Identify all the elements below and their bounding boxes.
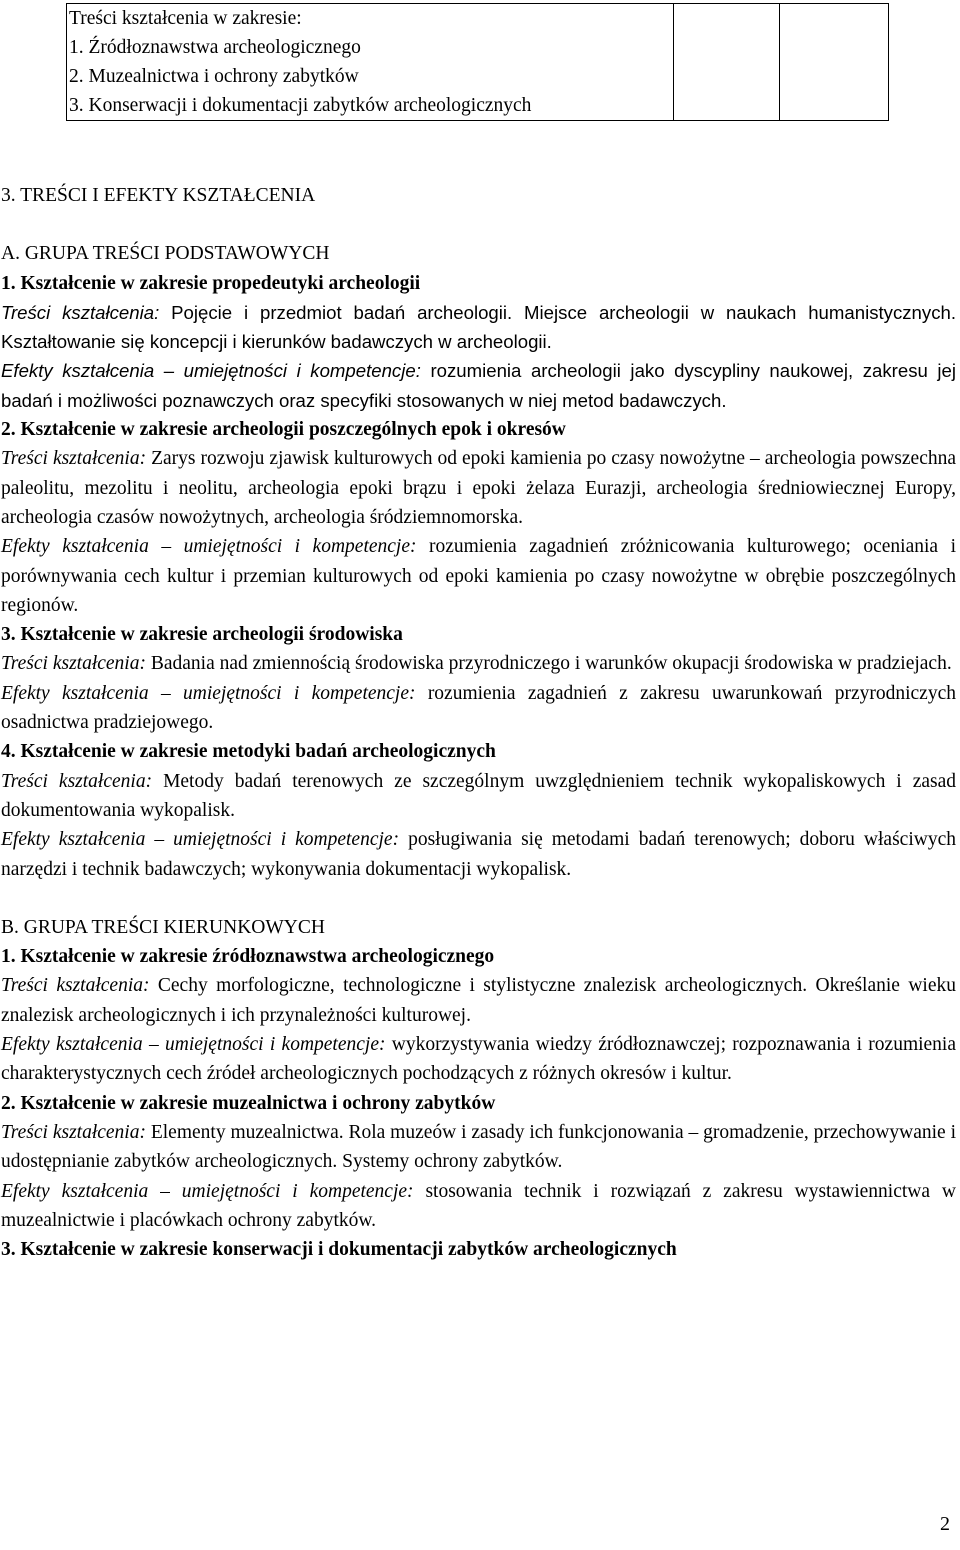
efekty-text: posługiwania się metodami badań terenowych; doboru właściwych narzędzi i technik badawczych; wykonywania dokumentacji wykopalisk. bbox=[1, 829, 956, 880]
efekty-text: wykorzystywania wiedzy źródłoznawczej; rozpoznawania i rozumienia charakterystycznych cech źródeł archeologicznych pochodzących z różnych okresów i kultur. bbox=[1, 1034, 957, 1085]
group-a-title: A. GRUPA TREŚCI PODSTAWOWYCH bbox=[1, 243, 330, 265]
efekty-label: Efekty kształcenia – umiejętności i kompetencje: bbox=[1, 360, 421, 382]
efekty-paragraph bbox=[1, 825, 956, 884]
item-heading: 3. Kształcenie w zakresie archeologii środowiska bbox=[1, 624, 403, 646]
group-b-title: B. GRUPA TREŚCI KIERUNKOWYCH bbox=[1, 916, 325, 938]
efekty-label: Efekty kształcenia – umiejętności i kompetencje: bbox=[1, 829, 400, 851]
tresci-label: Treści kształcenia: bbox=[1, 301, 160, 323]
table-cell-empty bbox=[780, 4, 889, 121]
item-heading: 2. Kształcenie w zakresie archeologii poszczególnych epok i okresów bbox=[1, 419, 566, 441]
efekty-text: rozumienia archeologii jako dyscypliny naukowej, zakresu jej badań i możliwości poznawczych oraz specyfiki stosowanych w niej metod badawczych. bbox=[1, 360, 956, 411]
efekty-paragraph bbox=[1, 356, 956, 415]
efekty-label: Efekty kształcenia – umiejętności i kompetencje: bbox=[1, 536, 417, 558]
tresci-text: Pojęcie i przedmiot badań archeologii. Miejsce archeologii w naukach humanistycznych. Kształtowanie się koncepcji i kierunków badawczych w archeologii. bbox=[1, 301, 956, 353]
item-heading: 1. Kształcenie w zakresie źródłoznawstwa archeologicznego bbox=[1, 946, 495, 968]
tresci-label: Treści kształcenia: bbox=[1, 448, 147, 470]
table-cell-content bbox=[67, 4, 674, 121]
section-title: 3. TREŚCI I EFEKTY KSZTAŁCENIA bbox=[1, 185, 316, 206]
table-line: 3. Konserwacji i dokumentacji zabytków archeologicznych bbox=[69, 95, 532, 116]
tresci-paragraph bbox=[1, 971, 956, 1030]
efekty-text: stosowania technik i rozwiązań z zakresu wystawiennictwa w muzealnictwie i placówkach ochrony zabytków. bbox=[1, 1180, 956, 1231]
tresci-paragraph bbox=[1, 649, 956, 678]
table-line: 2. Muzealnictwa i ochrony zabytków bbox=[69, 66, 359, 87]
item-heading: 2. Kształcenie w zakresie muzealnictwa i ochrony zabytków bbox=[1, 1092, 496, 1114]
tresci-label: Treści kształcenia: bbox=[1, 1121, 146, 1143]
efekty-text: rozumienia zagadnień zróżnicowania kulturowego; oceniania i porównywania cech kultur i przemian kulturowych od epoki kamienia po czasy nowożytne w obrębie poszczególnych regionów. bbox=[1, 536, 956, 616]
tresci-text: Metody badań terenowych ze szczególnym uwzględnieniem technik wykopaliskowych i zasad dokumentowania wykopalisk. bbox=[1, 770, 957, 821]
tresci-text: Badania nad zmiennością środowiska przyrodniczego i warunków okupacji środowiska w pradziejach. bbox=[150, 653, 952, 675]
tresci-paragraph bbox=[1, 767, 956, 826]
page-number: 2 bbox=[940, 1513, 950, 1535]
tresci-label: Treści kształcenia: bbox=[1, 653, 146, 675]
table-line: Treści kształcenia w zakresie: bbox=[69, 8, 302, 29]
tresci-text: Cechy morfologiczne, technologiczne i stylistyczne znalezisk archeologicznych. Określanie wieku znalezisk archeologicznych i ich przynależności kulturowej. bbox=[1, 975, 956, 1026]
tresci-text: Zarys rozwoju zjawisk kulturowych od epoki kamienia po czasy nowożytne – archeologia powszechna paleolitu, mezolitu i neolitu, archeologia epoki brązu i epoki żelaza Eurazji, archeologia średniowiecznej Europy, archeologia czasów nowożytnych, archeologia śródziemnomorska. bbox=[1, 448, 957, 528]
efekty-paragraph bbox=[1, 1177, 956, 1236]
tresci-label: Treści kształcenia: bbox=[1, 770, 153, 792]
table-line: 1. Źródłoznawstwa archeologicznego bbox=[69, 37, 361, 58]
efekty-paragraph bbox=[1, 1030, 956, 1089]
tresci-paragraph bbox=[1, 444, 956, 532]
tresci-paragraph bbox=[1, 298, 956, 357]
document-body bbox=[1, 181, 956, 1264]
efekty-label: Efekty kształcenia – umiejętności i kompetencje: bbox=[1, 1034, 386, 1056]
tresci-text: Elementy muzealnictwa. Rola muzeów i zasady ich funkcjonowania – gromadzenie, przechowywanie i udostępnianie zabytków archeologicznych. Systemy ochrony zabytków. bbox=[1, 1121, 956, 1173]
efekty-paragraph bbox=[1, 532, 956, 620]
tresci-label: Treści kształcenia: bbox=[1, 975, 150, 997]
item-heading: 4. Kształcenie w zakresie metodyki badań archeologicznych bbox=[1, 741, 496, 763]
item-heading: 1. Kształcenie w zakresie propedeutyki archeologii bbox=[1, 272, 421, 294]
tresci-paragraph bbox=[1, 1118, 956, 1177]
item-heading: 3. Kształcenie w zakresie konserwacji i dokumentacji zabytków archeologicznych bbox=[1, 1239, 677, 1261]
efekty-label: Efekty kształcenia – umiejętności i kompetencje: bbox=[1, 682, 416, 704]
efekty-label: Efekty kształcenia – umiejętności i kompetencje: bbox=[1, 1180, 414, 1202]
table-cell-empty bbox=[674, 4, 780, 121]
efekty-text: rozumienia zagadnień z zakresu uwarunkowań przyrodniczych osadnictwa pradziejowego. bbox=[1, 682, 956, 734]
header-table bbox=[66, 3, 889, 121]
efekty-paragraph bbox=[1, 679, 956, 738]
